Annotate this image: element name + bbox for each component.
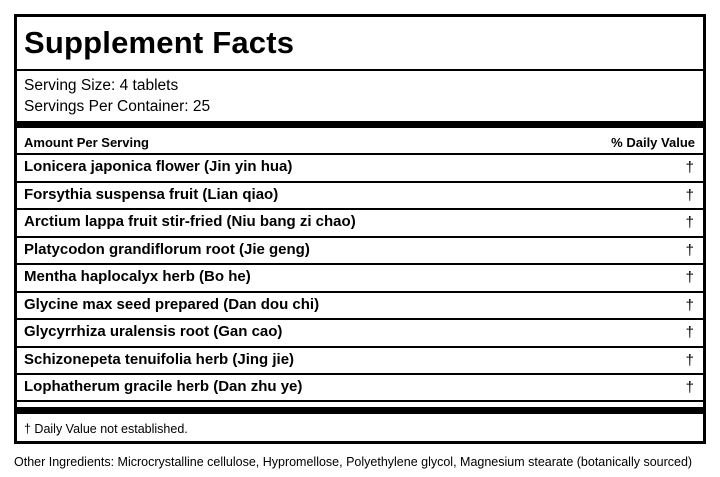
- ingredient-daily-value: †: [685, 296, 694, 314]
- ingredient-row: [17, 373, 703, 400]
- divider-under-ingredients: [17, 400, 703, 402]
- ingredient-name: Lophatherum gracile herb (Dan zhu ye): [24, 378, 303, 395]
- ingredient-name: Arctium lappa fruit stir-fried (Niu bang zi chao): [24, 213, 356, 230]
- ingredient-daily-value: †: [685, 159, 694, 176]
- divider-under-title: [17, 69, 703, 71]
- ingredient-row: [17, 181, 703, 208]
- ingredient-name: Lonicera japonica flower (Jin yin hua): [24, 158, 293, 175]
- ingredient-row: [17, 346, 703, 373]
- amount-per-serving-header: Amount Per Serving: [24, 135, 149, 150]
- thick-divider-bottom: [17, 407, 703, 414]
- ingredient-name: Glycine max seed prepared (Dan dou chi): [24, 295, 320, 313]
- ingredient-row: [17, 236, 703, 263]
- ingredient-row: [17, 153, 703, 180]
- ingredient-daily-value: †: [685, 186, 694, 204]
- ingredient-name: Mentha haplocalyx herb (Bo he): [24, 268, 251, 285]
- ingredient-daily-value: †: [685, 351, 694, 369]
- ingredient-name: Glycyrrhiza uralensis root (Gan cao): [24, 323, 283, 340]
- ingredient-daily-value: †: [685, 214, 694, 231]
- ingredient-row: [17, 263, 703, 290]
- ingredient-daily-value: †: [685, 269, 694, 286]
- daily-value-footnote: † Daily Value not established.: [24, 422, 188, 436]
- ingredient-row: [17, 208, 703, 235]
- thick-divider-top: [17, 121, 703, 128]
- ingredient-row: [17, 291, 703, 318]
- ingredient-row: [17, 318, 703, 345]
- ingredient-name: Schizonepeta tenuifolia herb (Jing jie): [24, 350, 295, 368]
- ingredient-daily-value: †: [685, 324, 694, 341]
- ingredient-name: Forsythia suspensa fruit (Lian qiao): [24, 185, 279, 203]
- ingredient-daily-value: †: [685, 241, 694, 259]
- other-ingredients: Other Ingredients: Microcrystalline cellulose, Hypromellose, Polyethylene glycol, Magnesium stearate (botanically sourced): [14, 455, 693, 469]
- panel-title: Supplement Facts: [24, 25, 295, 60]
- daily-value-header: % Daily Value: [611, 135, 695, 150]
- supplement-facts-panel: [14, 14, 706, 444]
- ingredient-daily-value: †: [685, 379, 694, 396]
- ingredient-name: Platycodon grandiflorum root (Jie geng): [24, 240, 310, 258]
- serving-size: Serving Size: 4 tablets: [24, 77, 179, 94]
- servings-per-container: Servings Per Container: 25: [24, 98, 211, 115]
